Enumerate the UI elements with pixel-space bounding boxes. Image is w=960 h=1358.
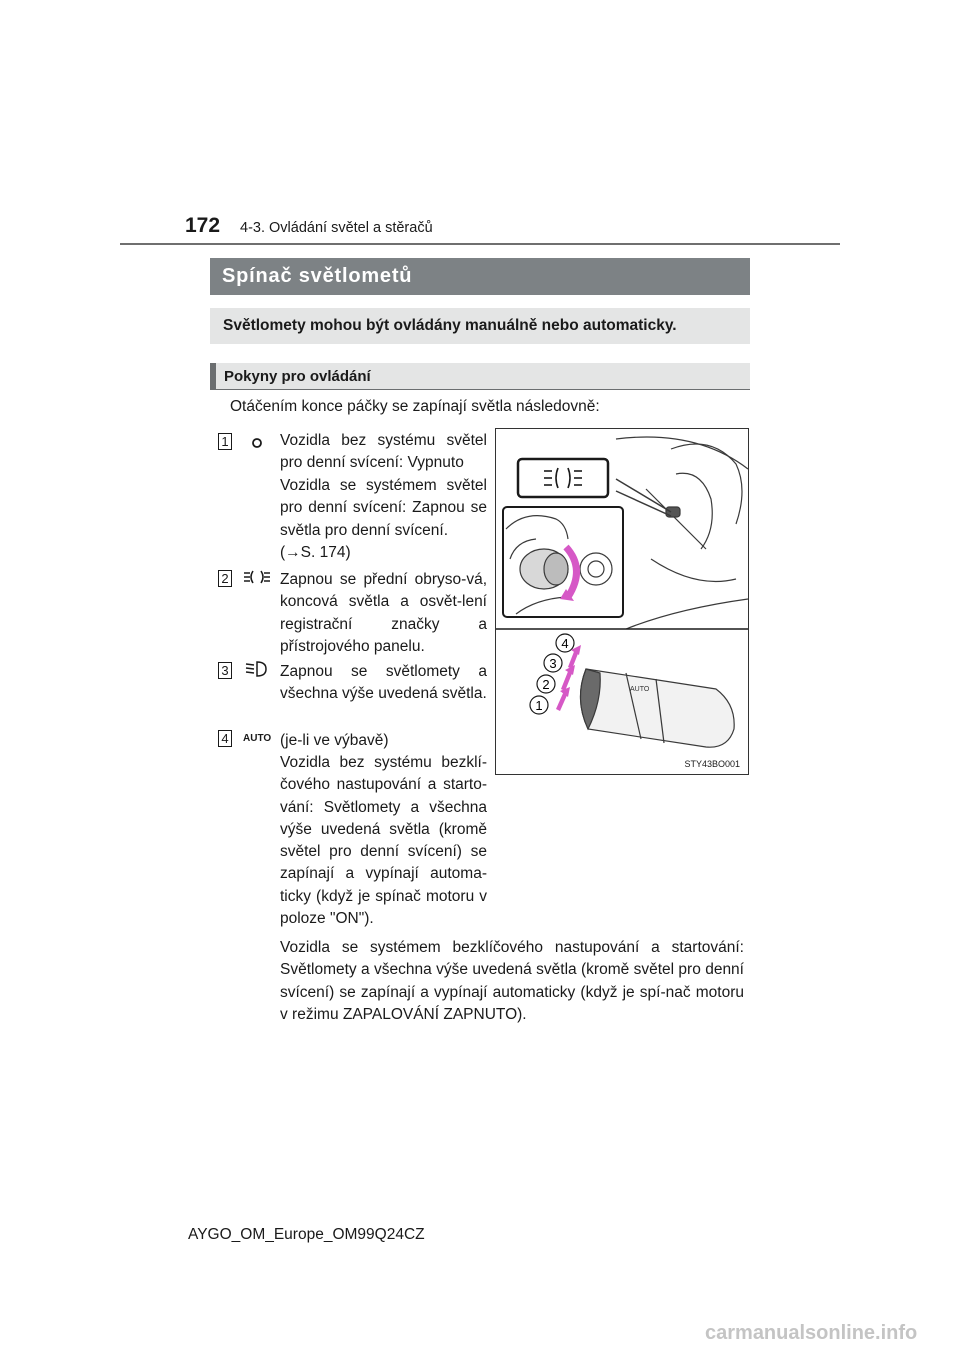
illustration-figure	[495, 428, 749, 775]
figure-callout-1: 1	[535, 698, 543, 713]
watermark: carmanualsonline.info	[705, 1322, 918, 1344]
item-1-text-a: Vozidla bez systému světel pro denní svícení: Vypnuto	[280, 432, 487, 472]
item-number-3: 3	[218, 662, 232, 679]
figure-callout-4: 4	[561, 636, 569, 651]
breadcrumb: 4-3. Ovládání světel a stěračů	[240, 220, 433, 236]
parking-lights-icon	[242, 568, 272, 586]
item-number-1: 1	[218, 433, 232, 450]
item-3-text: Zapnou se světlomety a všechna výše uvedená světla.	[280, 663, 487, 703]
subheading: Pokyny pro ovládání	[210, 363, 750, 390]
closing-text: Vozidla se systémem bezklíčového nastupování a startování: Světlomety a všechna výše uvedená světla (kromě světel pro denní svícení) se zapínají a vypínají automaticky (když je spí-nač motoru v režimu ZAPALOVÁNÍ ZAPNUTO).	[280, 939, 744, 1023]
svg-text:AUTO: AUTO	[630, 686, 650, 693]
section-title: Spínač světlometů	[210, 258, 750, 295]
intro-box: Světlomety mohou být ovládány manuálně nebo automaticky.	[210, 308, 750, 344]
off-circle-icon	[250, 436, 264, 450]
page-number: 172	[185, 214, 221, 237]
footer-doc-code: AYGO_OM_Europe_OM99Q24CZ	[188, 1226, 425, 1243]
figure-callout-3: 3	[549, 656, 557, 671]
item-4-text-a: (je-li ve výbavě)	[280, 732, 389, 749]
item-1-text-c: (→S. 174)	[280, 544, 351, 561]
figure-code: STY43BO001	[684, 759, 740, 769]
item-number-4: 4	[218, 730, 232, 747]
item-4-text-b: Vozidla bez systému bezklí-čového nastupování a starto-vání: Světlomety a všechna výše uvedená světla (kromě světel pro denní svícení) se zapínají a vypínají automa-ticky (když je spínač motoru v poloze "ON").	[280, 754, 487, 928]
auto-icon: AUTO	[243, 733, 272, 744]
item-2-text: Zapnou se přední obryso-vá, koncová světla a osvět-lení registrační značky a přístrojového panelu.	[280, 571, 487, 655]
item-1-text-b: Vozidla se systémem světel pro denní svícení: Zapnou se světla pro denní svícení.	[280, 477, 487, 539]
figure-callout-2: 2	[542, 677, 550, 692]
headlight-icon	[244, 660, 268, 678]
header-rule	[120, 243, 840, 245]
item-number-2: 2	[218, 570, 232, 587]
lead-text: Otáčením konce páčky se zapínají světla následovně:	[230, 398, 600, 415]
headlight-switch-illustration	[496, 429, 748, 774]
